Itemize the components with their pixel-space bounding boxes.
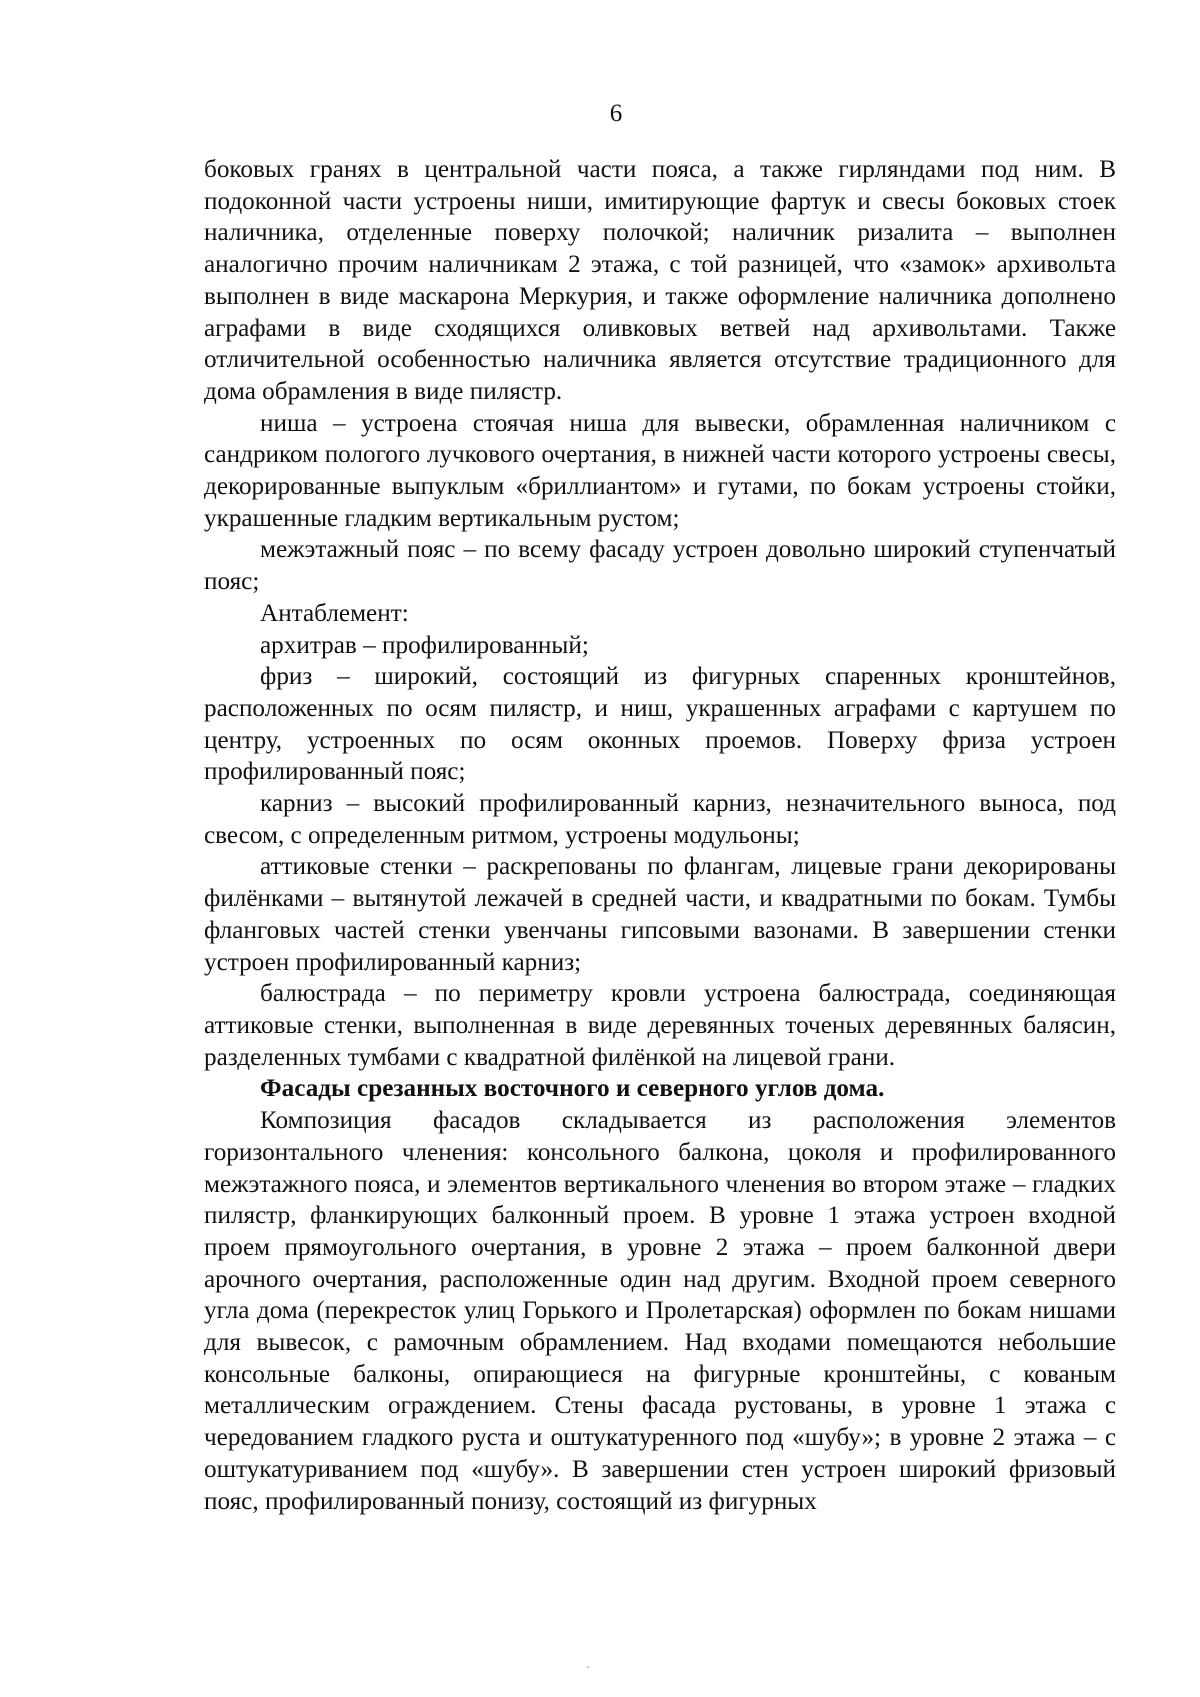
- paragraph-kompozitsiya-fasadov: Композиция фасадов складывается из расположения элементов горизонтального членения: консольного балкона, цоколя и профилированного межэтажного пояса, и элементов вертикального членения во втором этаже – гладких пилястр, фланкирующих балконный проем. В уровне 1 этажа устроен входной проем прямоугольного очертания, в уровне 2 этажа – проем балконной двери арочного очертания, расположенные один над другим. Входной проем северного угла дома (перекресток улиц Горького и Пролетарская) оформлен по бокам нишами для вывесок, с рамочным обрамлением. Над входами помещаются небольшие консольные балконы, опирающиеся на фигурные кронштейны, с кованым металлическим ограждением. Стены фасада рустованы, в уровне 1 этажа с чередованием гладкого руста и оштукатуренного под «шубу»; в уровне 2 этажа – с оштукатуриванием под «шубу». В завершении стен устроен широкий фризовый пояс, профилированный понизу, состоящий из фигурных: [204, 1107, 1116, 1515]
- paragraph-antablement: Антаблемент:: [260, 599, 409, 627]
- paragraph-arkhitrav: архитрав – профилированный;: [260, 631, 589, 659]
- page-number: 6: [609, 100, 623, 127]
- paragraph-continued-nalichnik: боковых гранях в центральной части пояса, а также гирляндами под ним. В подоконной части устроены ниши, имитирующие фартук и свесы боковых стоек наличника, отделенные поверху полочкой; наличник ризалита – выполнен аналогично прочим наличникам 2 этажа, с той разницей, что «замок» архивольта выполнен в виде маскарона Меркурия, и также оформление наличника дополнено аграфами в виде сходящихся оливковых ветвей над архивольтами. Также отличительной особенностью наличника является отсутствие традиционного для дома обрамления в виде пилястр.: [204, 156, 1116, 405]
- section-heading-corner-facades: Фасады срезанных восточного и северного углов дома.: [260, 1075, 885, 1103]
- document-body: [204, 154, 1116, 1517]
- scan-speck: [587, 1666, 589, 1668]
- paragraph-balyustrada: балюстрада – по периметру кровли устроена балюстрада, соединяющая аттиковые стенки, выполненная в виде деревянных точеных деревянных балясин, разделенных тумбами с квадратной филёнкой на лицевой грани.: [204, 980, 1116, 1071]
- paragraph-attikovye-stenki: аттиковые стенки – раскрепованы по флангам, лицевые грани декорированы филёнками – вытянутой лежачей в средней части, и квадратными по бокам. Тумбы фланговых частей стенки увенчаны гипсовыми вазонами. В завершении стенки устроен профилированный карниз;: [204, 853, 1116, 976]
- paragraph-karniz: карниз – высокий профилированный карниз, незначительного выноса, под свесом, с определенным ритмом, устроены модульоны;: [204, 790, 1116, 849]
- paragraph-friz: фриз – широкий, состоящий из фигурных спаренных кронштейнов, расположенных по осям пилястр, и ниш, украшенных аграфами с картушем по центру, устроенных по осям оконных проемов. Поверху фриза устроен профилированный пояс;: [204, 663, 1116, 786]
- paragraph-nisha: ниша – устроена стоячая ниша для вывески, обрамленная наличником с сандриком пологого лучкового очертания, в нижней части которого устроены свесы, декорированные выпуклым «бриллиантом» и гутами, по бокам устроены стойки, украшенные гладким вертикальным рустом;: [204, 409, 1116, 532]
- paragraph-mezhetazhny-poyas: межэтажный пояс – по всему фасаду устроен довольно широкий ступенчатый пояс;: [204, 536, 1116, 596]
